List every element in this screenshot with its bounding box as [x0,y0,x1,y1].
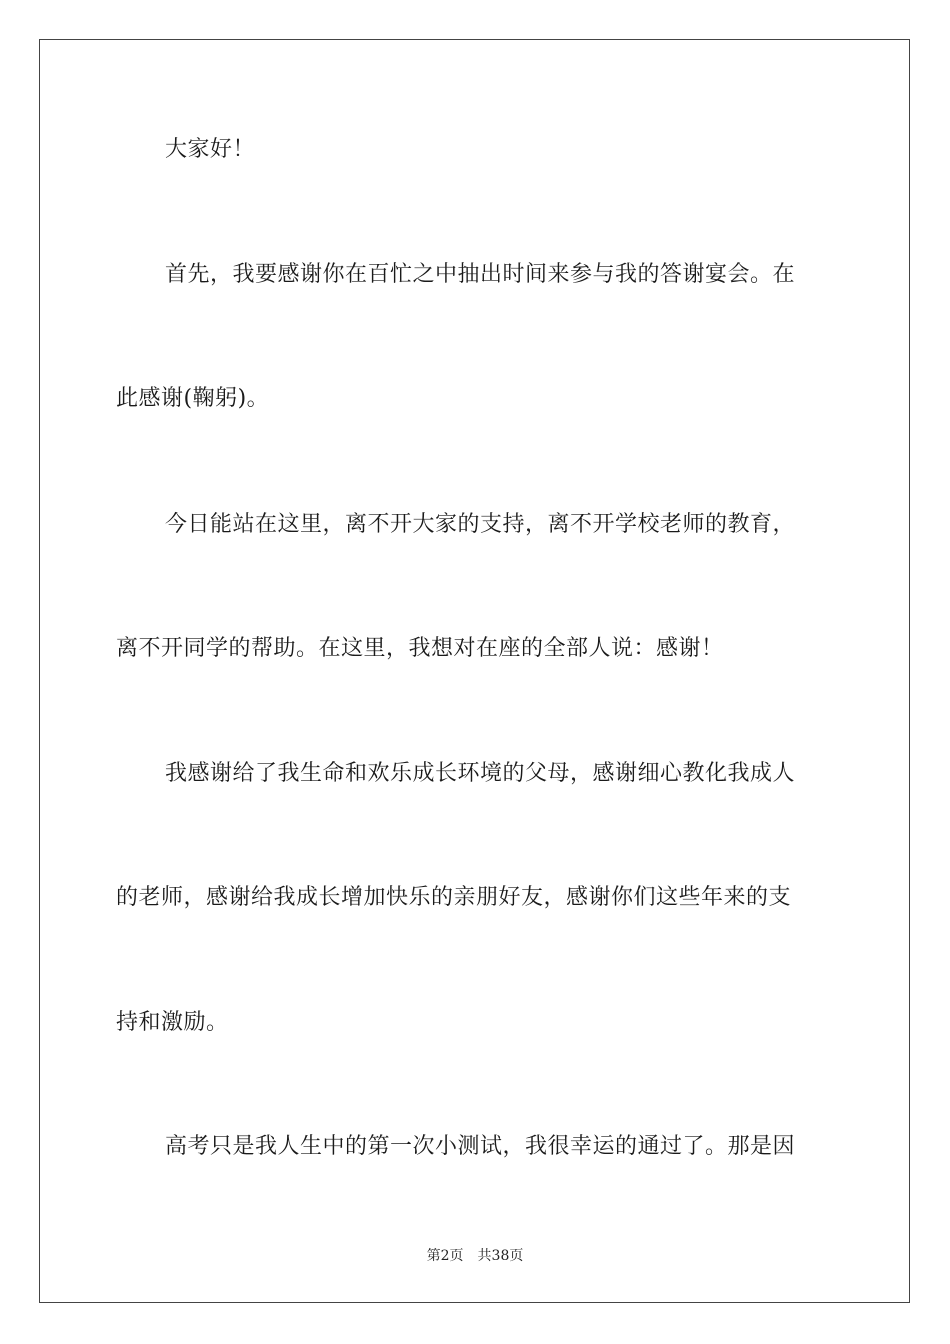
page-border [39,39,910,1303]
text-line: 持和激励。 [116,1010,229,1035]
text-line: 大家好！ [165,137,256,162]
text-line: 离不开同学的帮助。在这里，我想对在座的全部人说：感谢！ [116,636,724,661]
page-footer [0,1246,950,1266]
page-number: 第2页 [426,1248,464,1264]
text-line: 的老师，感谢给我成长增加快乐的亲朋好友，感谢你们这些年来的支 [116,885,792,910]
page-total: 共38页 [477,1248,524,1264]
text-line: 我感谢给了我生命和欢乐成长环境的父母，感谢细心教化我成人 [165,761,796,786]
text-line: 首先，我要感谢你在百忙之中抽出时间来参与我的答谢宴会。在 [165,262,796,287]
text-line: 高考只是我人生中的第一次小测试，我很幸运的通过了。那是因 [165,1134,796,1159]
text-line: 此感谢(鞠躬)。 [116,386,270,411]
text-line: 今日能站在这里，离不开大家的支持，离不开学校老师的教育， [165,512,796,537]
